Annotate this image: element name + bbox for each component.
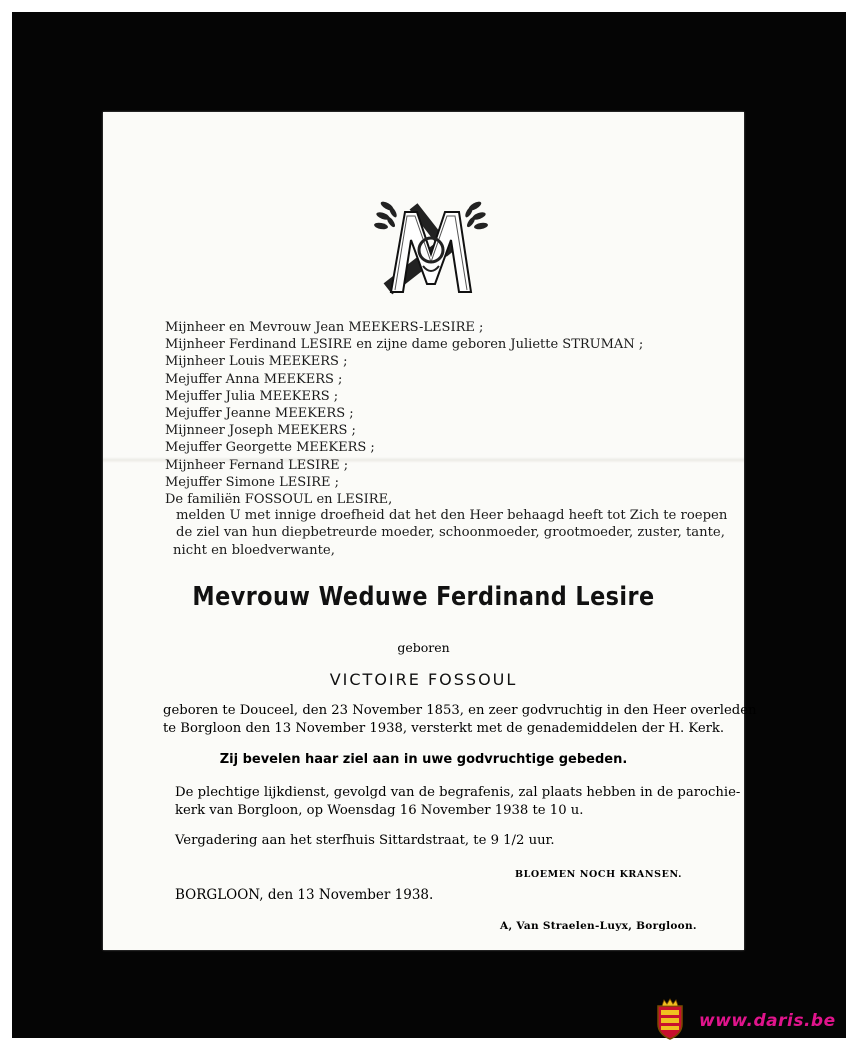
birth-death-line: te Borgloon den 13 November 1938, versterkt met de genademiddelen der H. Kerk. (163, 720, 725, 736)
family-line: Mejuffer Simone LESIRE ; (165, 474, 340, 490)
family-line: Mejuffer Julia MEEKERS ; (165, 388, 339, 404)
family-line: Mijnheer en Mevrouw Jean MEEKERS-LESIRE ; (165, 320, 484, 335)
family-line: Mijnneer Joseph MEEKERS ; (165, 423, 356, 439)
birth-death-line: geboren te Douceel, den 23 November 1853, en zeer godvruchtig in den Heer overleden (163, 703, 757, 718)
place-date: BORGLOON, den 13 November 1938. (175, 887, 434, 903)
printer-credit: A, Van Straelen-Luyx, Borgloon. (500, 920, 697, 932)
death-notice-card (103, 112, 757, 950)
birth-death-text (163, 702, 757, 737)
maiden-name: VICTOIRE FOSSOUL (329, 670, 518, 689)
announcement-text (165, 507, 727, 559)
flowers-note: BLOEMEN NOCH KRANSEN. (515, 869, 683, 880)
announcement-line: melden U met innige droefheid dat het den Heer behaagd heeft tot Zich te roepen (176, 508, 728, 523)
family-line: Mejuffer Anna MEEKERS ; (165, 371, 343, 387)
family-line: Mejuffer Georgette MEEKERS ; (165, 440, 375, 456)
family-line: De familiën FOSSOUL en LESIRE, (165, 492, 393, 508)
family-list (165, 319, 643, 508)
family-line: Mijnheer Ferdinand LESIRE en zijne dame geboren Juliette STRUMAN ; (165, 337, 644, 353)
watermark-url: www.daris.be (699, 1011, 836, 1031)
born-label: geboren (397, 640, 450, 655)
funeral-line: De plechtige lijkdienst, gevolgd van de begrafenis, zal plaats hebben in de parochie- (175, 785, 741, 800)
family-line: Mejuffer Jeanne MEEKERS ; (165, 406, 354, 422)
announcement-line: de ziel van hun diepbetreurde moeder, schoonmoeder, grootmoeder, zuster, tante, (176, 525, 725, 541)
monogram-emblem-icon (371, 192, 491, 302)
meeting-text: Vergadering aan het sterfhuis Sittardstraat, te 9 1/2 uur. (175, 833, 555, 848)
family-line: Mijnheer Louis MEEKERS ; (165, 354, 348, 370)
funeral-line: kerk van Borgloon, op Woensdag 16 November 1938 te 10 u. (175, 802, 584, 818)
announcement-line: nicht en bloedverwante, (173, 542, 335, 558)
funeral-text (175, 784, 740, 819)
deceased-name: Mevrouw Weduwe Ferdinand Lesire (192, 582, 655, 612)
crest-logo-icon (655, 998, 685, 1040)
prayer-request: Zij bevelen haar ziel aan in uwe godvruchtige gebeden. (219, 752, 628, 767)
family-line: Mijnheer Fernand LESIRE ; (165, 457, 349, 473)
